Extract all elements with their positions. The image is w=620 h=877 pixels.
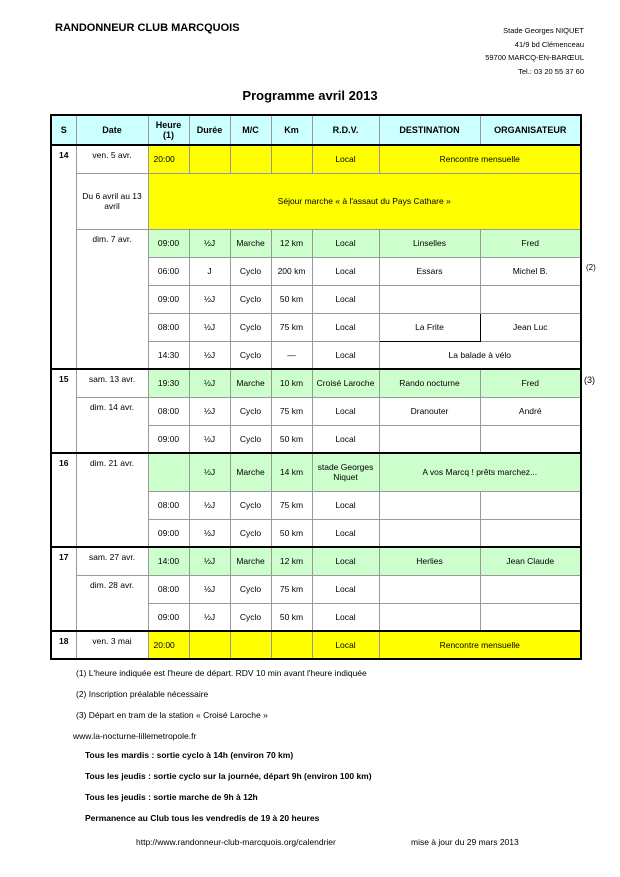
duree-cell: ½J	[189, 575, 230, 603]
km-cell: 75 km	[271, 313, 312, 341]
duree-cell	[189, 631, 230, 659]
rdv-cell: Local	[312, 575, 379, 603]
duree-cell	[189, 145, 230, 173]
km-cell: 50 km	[271, 425, 312, 453]
heure-cell: 08:00	[148, 313, 189, 341]
mc-cell	[230, 631, 271, 659]
destination-cell	[379, 491, 480, 519]
km-cell: 12 km	[271, 229, 312, 257]
table-row	[51, 145, 581, 173]
note-line: Tous les jeudis : sortie marche de 9h à 12h	[85, 792, 258, 802]
col-header-duree: Durée	[189, 115, 230, 145]
footnotes	[73, 663, 367, 747]
table-row	[51, 453, 581, 491]
footnote-mark-2: (2)	[586, 263, 596, 272]
duree-cell: ½J	[189, 313, 230, 341]
mc-cell	[230, 145, 271, 173]
heure-cell: 20:00	[148, 145, 189, 173]
organisateur-cell	[480, 425, 581, 453]
mc-cell: Cyclo	[230, 313, 271, 341]
destination-cell	[379, 425, 480, 453]
date-cell: ven. 3 mai	[76, 631, 148, 659]
footer-updated: mise à jour du 29 mars 2013	[411, 837, 519, 847]
page-title: Programme avril 2013	[242, 88, 378, 103]
destination-cell	[379, 575, 480, 603]
rdv-cell: Local	[312, 547, 379, 575]
table-row	[51, 229, 581, 257]
destination-cell	[379, 603, 480, 631]
mc-cell: Cyclo	[230, 603, 271, 631]
destination-cell: Dranouter	[379, 397, 480, 425]
km-cell: —	[271, 341, 312, 369]
duree-cell: J	[189, 257, 230, 285]
heure-cell: 14:30	[148, 341, 189, 369]
date-cell: dim. 21 avr.	[76, 453, 148, 547]
footer-url[interactable]: http://www.randonneur-club-marcquois.org/calendrier	[136, 837, 336, 847]
mc-cell: Cyclo	[230, 575, 271, 603]
mc-cell: Marche	[230, 229, 271, 257]
table-row	[51, 369, 581, 397]
date-cell: Du 6 avril au 13 avril	[76, 173, 148, 229]
organisateur-cell: André	[480, 397, 581, 425]
table-header	[51, 115, 581, 145]
date-cell: sam. 27 avr.	[76, 547, 148, 575]
rdv-cell: Local	[312, 285, 379, 313]
rdv-cell: Local	[312, 145, 379, 173]
duree-cell: ½J	[189, 425, 230, 453]
col-header-mc: M/C	[230, 115, 271, 145]
date-cell: ven. 5 avr.	[76, 145, 148, 173]
table-row	[51, 547, 581, 575]
duree-cell: ½J	[189, 285, 230, 313]
address-line: 41/9 bd Clémenceau	[514, 39, 584, 49]
heure-cell: 20:00	[148, 631, 189, 659]
km-cell	[271, 145, 312, 173]
duree-cell: ½J	[189, 341, 230, 369]
week-cell: 17	[51, 547, 76, 631]
date-cell: dim. 7 avr.	[76, 229, 148, 369]
rdv-cell: Local	[312, 425, 379, 453]
organisateur-cell: Michel B.	[480, 257, 581, 285]
date-cell: dim. 14 avr.	[76, 397, 148, 453]
rdv-cell: Local	[312, 229, 379, 257]
destination-cell: Rencontre mensuelle	[379, 631, 581, 659]
mc-cell: Marche	[230, 547, 271, 575]
table-row	[51, 631, 581, 659]
week-cell: 18	[51, 631, 76, 659]
organisateur-cell	[480, 603, 581, 631]
mc-cell: Cyclo	[230, 425, 271, 453]
organisateur-cell	[480, 491, 581, 519]
duree-cell: ½J	[189, 453, 230, 491]
table-row	[51, 397, 581, 425]
col-header-rdv: R.D.V.	[312, 115, 379, 145]
duree-cell: ½J	[189, 491, 230, 519]
destination-cell: Essars	[379, 257, 480, 285]
col-header-organisateur: ORGANISATEUR	[480, 115, 581, 145]
rdv-cell: Local	[312, 313, 379, 341]
organisateur-cell: Fred	[480, 229, 581, 257]
mc-cell: Marche	[230, 453, 271, 491]
table-row	[51, 575, 581, 603]
rdv-cell: Local	[312, 397, 379, 425]
km-cell: 75 km	[271, 491, 312, 519]
destination-cell: Rando nocturne	[379, 369, 480, 397]
heure-cell: 09:00	[148, 519, 189, 547]
rdv-cell: Local	[312, 257, 379, 285]
note-line: (3) Départ en tram de la station « Croisé Laroche »	[76, 710, 268, 720]
destination-cell: La balade à vélo	[379, 341, 581, 369]
mc-cell: Cyclo	[230, 341, 271, 369]
heure-cell: 14:00	[148, 547, 189, 575]
heure-cell: 08:00	[148, 397, 189, 425]
destination-cell	[379, 285, 480, 313]
organisateur-cell	[480, 519, 581, 547]
rdv-cell: Local	[312, 341, 379, 369]
rdv-cell: Local	[312, 491, 379, 519]
col-header-destination: DESTINATION	[379, 115, 480, 145]
km-cell: 10 km	[271, 369, 312, 397]
heure-cell: 08:00	[148, 491, 189, 519]
week-cell: 16	[51, 453, 76, 547]
address-line: Stade Georges NIQUET	[503, 26, 584, 35]
organisateur-cell: Jean Claude	[480, 547, 581, 575]
organisateur-cell: Jean Luc	[480, 313, 581, 341]
organisateur-cell	[480, 285, 581, 313]
km-cell: 75 km	[271, 575, 312, 603]
rdv-cell: Local	[312, 519, 379, 547]
destination-cell: Herlies	[379, 547, 480, 575]
club-address	[424, 24, 584, 78]
address-line: Tel.: 03 20 55 37 60	[518, 66, 584, 76]
heure-cell: 09:00	[148, 285, 189, 313]
col-header-heure: Heure (1)	[148, 115, 189, 145]
heure-cell: 09:00	[148, 603, 189, 631]
mc-cell: Cyclo	[230, 519, 271, 547]
mc-cell: Marche	[230, 369, 271, 397]
duree-cell: ½J	[189, 519, 230, 547]
destination-cell: Rencontre mensuelle	[379, 145, 581, 173]
duree-cell: ½J	[189, 603, 230, 631]
destination-cell: A vos Marcq ! prêts marchez...	[379, 453, 581, 491]
rdv-cell: stade Georges Niquet	[312, 453, 379, 491]
km-cell: 12 km	[271, 547, 312, 575]
week-cell: 14	[51, 145, 76, 369]
note-line: Tous les jeudis : sortie cyclo sur la journée, départ 9h (environ 100 km)	[85, 771, 372, 781]
km-cell: 50 km	[271, 519, 312, 547]
col-header-s: S	[51, 115, 76, 145]
club-name: RANDONNEUR CLUB MARCQUOIS	[55, 22, 240, 34]
table-row	[51, 173, 581, 229]
km-cell: 50 km	[271, 285, 312, 313]
note-line: Permanence au Club tous les vendredis de 19 à 20 heures	[85, 813, 320, 823]
duree-cell: ½J	[189, 229, 230, 257]
note-line: Tous les mardis : sortie cyclo à 14h (environ 70 km)	[85, 750, 294, 760]
duree-cell: ½J	[189, 397, 230, 425]
programme-table	[50, 114, 582, 660]
sejour-cell: Séjour marche « à l'assaut du Pays Cathare »	[148, 173, 581, 229]
km-cell: 50 km	[271, 603, 312, 631]
km-cell	[271, 631, 312, 659]
website-link[interactable]: www.la-nocturne-lillemetropole.fr	[73, 731, 197, 741]
rdv-cell: Croisé Laroche	[312, 369, 379, 397]
footnote-mark-3: (3)	[584, 375, 595, 385]
date-cell: sam. 13 avr.	[76, 369, 148, 397]
mc-cell: Cyclo	[230, 285, 271, 313]
heure-cell: 08:00	[148, 575, 189, 603]
km-cell: 75 km	[271, 397, 312, 425]
organisateur-cell: Fred	[480, 369, 581, 397]
km-cell: 200 km	[271, 257, 312, 285]
col-header-km: Km	[271, 115, 312, 145]
heure-cell: 19:30	[148, 369, 189, 397]
heure-cell	[148, 453, 189, 491]
organisateur-cell	[480, 575, 581, 603]
col-header-date: Date	[76, 115, 148, 145]
mc-cell: Cyclo	[230, 397, 271, 425]
recurring-activities	[85, 745, 372, 829]
mc-cell: Cyclo	[230, 491, 271, 519]
heure-cell: 09:00	[148, 425, 189, 453]
note-line: (1) L'heure indiquée est l'heure de départ. RDV 10 min avant l'heure indiquée	[76, 668, 367, 678]
rdv-cell: Local	[312, 603, 379, 631]
week-cell: 15	[51, 369, 76, 453]
destination-cell: Linselles	[379, 229, 480, 257]
note-line: (2) Inscription préalable nécessaire	[76, 689, 209, 699]
destination-cell: La Frite	[379, 313, 480, 341]
destination-cell	[379, 519, 480, 547]
duree-cell: ½J	[189, 547, 230, 575]
rdv-cell: Local	[312, 631, 379, 659]
mc-cell: Cyclo	[230, 257, 271, 285]
date-cell: dim. 28 avr.	[76, 575, 148, 631]
km-cell: 14 km	[271, 453, 312, 491]
heure-cell: 09:00	[148, 229, 189, 257]
heure-cell: 06:00	[148, 257, 189, 285]
address-line: 59700 MARCQ-EN-BARŒUL	[485, 53, 584, 62]
duree-cell: ½J	[189, 369, 230, 397]
